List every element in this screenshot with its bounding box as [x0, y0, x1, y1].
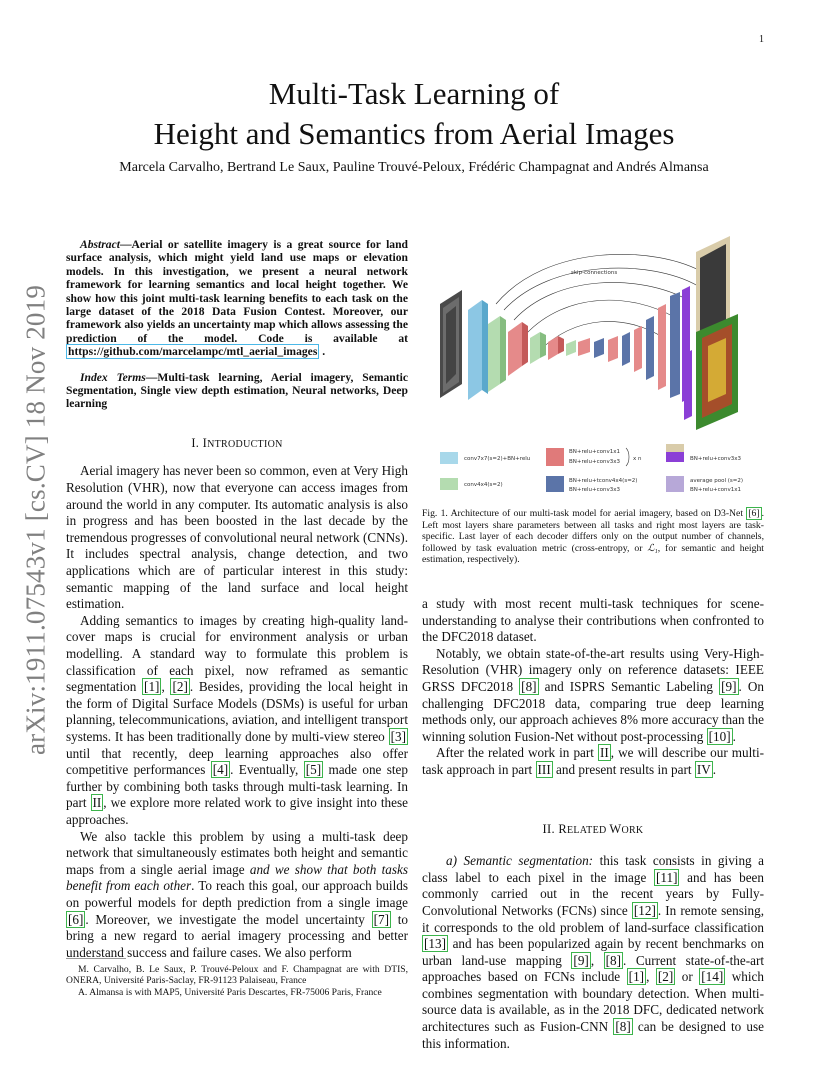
citation-link[interactable]: [8] [615, 1019, 631, 1035]
abstract: Abstract—Aerial or satellite imagery is a great source for land surface analysis, which might yield land use maps or elevation models. In this investigation, we present a neural network framework for learning semantics and local height together. We show how this joint multi-task learning benefits to each task on the large dataset of the 2018 Data Fusion Contest. Moreover, our framework also yields an uncertainty map which allows assessing the prediction of the model. Code is available at https://github.com/marcelampc/mtl_aerial_images . [66, 238, 408, 359]
citation-link[interactable]: [2] [657, 969, 674, 985]
arxiv-watermark: arXiv:1911.07543v1 [cs.CV] 18 Nov 2019 [20, 284, 51, 756]
related-paragraph-1: a) Semantic segmentation: this task consists in giving a class label to each pixel in the image [11] and has been commonly carried out in the recent years by Fully-Convolutional Networks (FCNs) since [12] . In remote sensing, it corresponds to the old problem of land-surface classification [13] and has been popularized again by recent benchmarks on urban land-use mapping [9] , [8] . Current state-of-the-art approaches based on FCNs include [1] , [2] or [14] which combines segmentation with boundary detection. When multi-source data is available, as in the 2018 DFC, dedicated network architectures such as Fusion-CNN [8] can be designed to use this information. [422, 853, 765, 1051]
architecture-figure [426, 234, 772, 504]
legend-label: BN+relu+tconv4x4(s=2) [569, 478, 638, 484]
citation-link[interactable]: [4] [212, 762, 229, 778]
section-link[interactable]: II [600, 745, 609, 761]
figure-caption: Fig. 1. Architecture of our multi-task model for aerial imagery, based on D3-Net [6] . Left most layers share parameters between all tasks and right most layers are task-specific. Last layer of each decoder differs only on the output number of channels, followed by task evaluation metric (cross-entropy, or ℒ₁, for semantic and height estimation, respectively). [422, 508, 765, 566]
intro-paragraph-1: Aerial imagery has never been so common, even at Very High Resolution (VHR), now that everyone can access images from around the world in any computer. Its automatic analysis is also in progress and has been boosted in the last decade by the tremendous progresses of convolutional neural network (CNNs). It includes spectral analysis, change detection, and two applications which are of particular interest in this study: semantic mapping of the land surface and local height estimation. [66, 463, 408, 612]
citation-link[interactable]: [1] [144, 679, 160, 695]
intro-paragraph-2: Adding semantics to images by creating high-quality land-cover maps is crucial for environment analysis or urban modelling. A standard way to formulate this problem is classification of each pixel, now reframed as semantic segmentation [1] , [2] . Besides, providing the local height in the form of Digital Surface Models (DSMs) is useful for urban planning, telecommunications, aviation, and intelligent transport systems. It has been traditionally done by multi-view stereo [3] until that recently, deep learning approaches also offer competitive performances [4] . Eventually, [5] made one step further by combining both tasks through multi-task learning. In part II , we explore more related work to give insight into these approaches. [66, 612, 409, 827]
legend-label: conv7x7(s=2)+BN+relu [464, 456, 531, 462]
figure-legend [440, 444, 743, 493]
footnote-affiliation-1: M. Carvalho, B. Le Saux, P. Trouvé-Peloux and F. Champagnat are with DTIS, ONERA, Université Paris-Saclay, FR-91123 Palaiseau, France [66, 964, 408, 987]
code-link[interactable]: https://github.com/marcelampc/mtl_aerial_images [68, 345, 318, 359]
legend-label: average pool (s=2) [690, 478, 744, 484]
citation-link[interactable]: [2] [172, 679, 188, 695]
right-paragraph-3: After the related work in part II , we will describe our multi-task approach in part III and present results in part IV . [422, 745, 765, 777]
legend-swatch [440, 452, 458, 464]
legend-swatch [666, 444, 684, 452]
left-column [66, 238, 408, 961]
decoder-layers [594, 286, 692, 420]
right-paragraph-2: Notably, we obtain state-of-the-art results using Very-High-Resolution (VHR) imagery only on reference datasets: IEEE GRSS DFC2018 [8] and ISPRS Semantic Labeling [9] . On challenging DFC2018 data, comparing true deep learning methods only, our approach achieves 8% more accuracy than the winning solution Fusion-Net without post-processing [10] . [422, 645, 764, 744]
page-number: 1 [759, 34, 764, 45]
index-terms: Index Terms—Multi-task learning, Aerial imagery, Semantic Segmentation, Single view depth estimation, Neural networks, Deep learning [66, 370, 408, 411]
legend-swatch [546, 476, 564, 492]
citation-link[interactable]: [11] [656, 869, 678, 885]
footnotes [66, 964, 408, 998]
citation-link[interactable]: [14] [701, 969, 724, 985]
citation-link[interactable]: [10] [708, 728, 731, 744]
legend-label: BN+relu+conv1x1 [569, 449, 621, 455]
output-maps [696, 236, 738, 430]
skip-label: skip-connections [571, 270, 618, 276]
legend-label: conv4x4(s=2) [464, 482, 503, 488]
legend-label: BN+relu+conv3x3 [690, 456, 742, 462]
citation-link[interactable]: [6] [68, 911, 84, 927]
section-link[interactable]: III [537, 761, 551, 777]
right-paragraph-1: a study with most recent multi-task techniques for scene-understanding to analyse their contributions when confronted to the DFC2018 dataset. [422, 596, 764, 645]
citation-link[interactable]: [3] [390, 728, 406, 744]
paper-title: Multi-Task Learning of Height and Semantics from Aerial Images [153, 76, 675, 151]
legend-swatch [546, 448, 564, 466]
legend-swatch [440, 478, 458, 490]
legend-swatch [666, 476, 684, 492]
input-aerial-image [440, 290, 462, 398]
citation-link[interactable]: [6] [748, 508, 760, 519]
section-link[interactable]: II [92, 795, 102, 811]
right-column [422, 596, 764, 1052]
citation-link[interactable]: [9] [573, 952, 589, 968]
citation-link[interactable]: [12] [633, 902, 656, 918]
legend-xn: x n [633, 456, 642, 462]
author-list: Marcela Carvalho, Bertrand Le Saux, Pauline Trouvé-Peloux, Frédéric Champagnat and Andrés Almansa [119, 160, 709, 175]
citation-link[interactable]: [8] [605, 952, 622, 968]
citation-link[interactable]: [9] [721, 678, 737, 694]
citation-link[interactable]: [13] [424, 936, 446, 952]
legend-label: BN+relu+conv3x3 [569, 459, 621, 465]
citation-link[interactable]: [8] [521, 678, 537, 694]
intro-paragraph-3: We also tackle this problem by using a multi-task deep network that simultaneously estimates both height and semantic maps from a single aerial image and we show that both tasks benefit from each other. To reach this goal, our approach builds on powerful models for depth prediction from a single image [6] . Moreover, we investigate the model uncertainty [7] to bring a new regard to aerial imagery processing and better understand success and failure cases. We also perform [66, 828, 408, 960]
encoder-layers [468, 300, 590, 400]
legend-label: BN+relu+conv3x3 [569, 487, 621, 493]
citation-link[interactable]: [5] [305, 762, 322, 778]
section-link[interactable]: IV [696, 761, 711, 777]
section-heading-related-work: II. RELATED WORK [542, 821, 644, 836]
legend-swatch [666, 452, 684, 462]
citation-link[interactable]: [1] [628, 969, 645, 985]
citation-link[interactable]: [7] [373, 911, 389, 927]
legend-label: BN+relu+conv1x1 [690, 487, 742, 493]
section-heading-introduction: I. INTRODUCTION [191, 435, 283, 450]
footnote-affiliation-2: A. Almansa is with MAP5, Université Paris Descartes, FR-75006 Paris, France [78, 986, 382, 998]
